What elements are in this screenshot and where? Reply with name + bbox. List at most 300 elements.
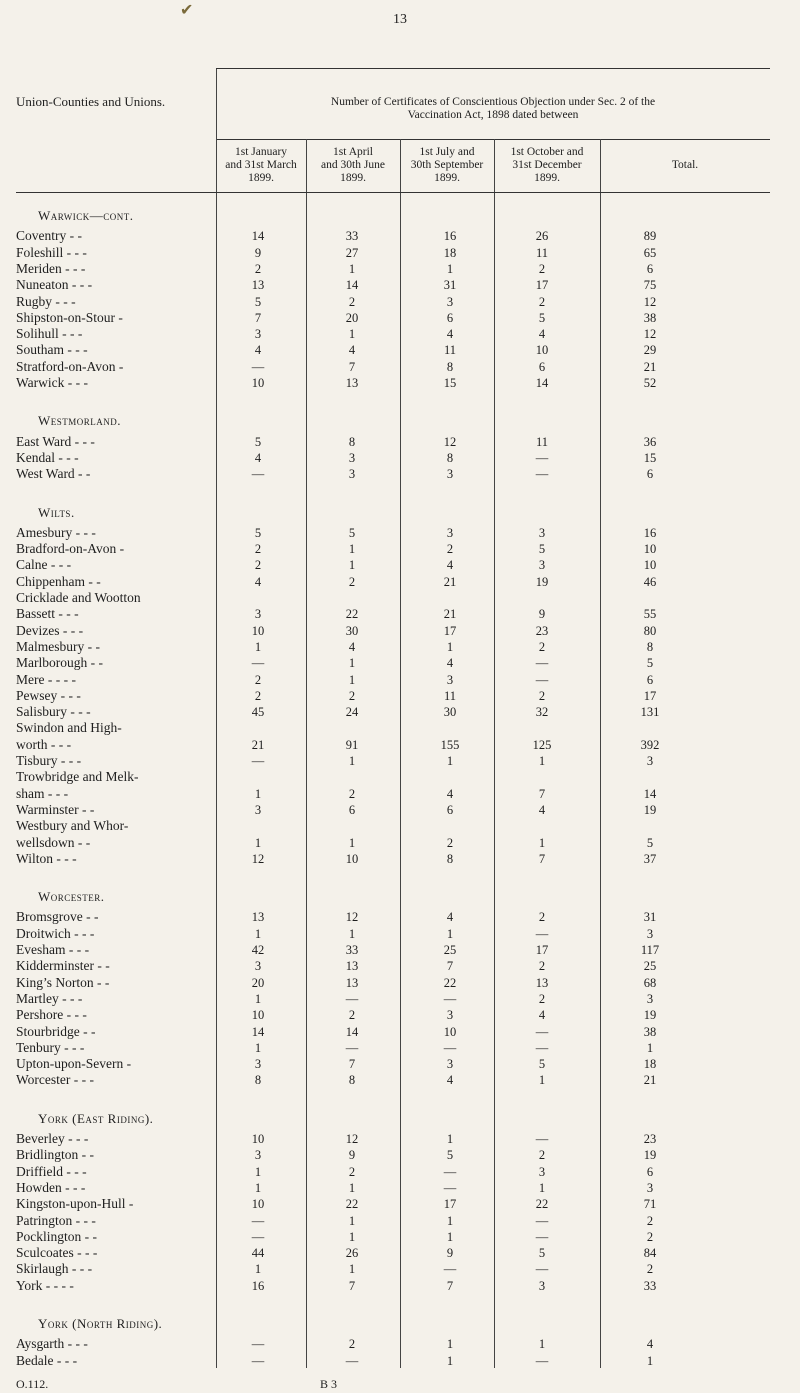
count-cell: 8 [446,450,454,465]
count-cell: 6 [446,802,454,817]
count-cell: — [443,991,457,1006]
footer-code: O.112. [16,1377,49,1391]
total-cell: 31 [643,910,657,925]
table-row [0,434,800,450]
count-cell: 11 [443,343,457,358]
total-cell: 80 [643,623,657,638]
union-name: Pocklington - - [16,1228,97,1244]
count-cell: 10 [443,1024,457,1039]
count-cell: 1 [538,1180,546,1195]
count-cell: 2 [254,688,262,703]
count-cell: 5 [254,525,262,540]
count-cell: 3 [446,294,454,309]
count-cell: 31 [443,278,457,293]
union-name: Stourbridge - - [16,1023,96,1039]
union-name: Solihull - - - [16,326,83,342]
table-row [0,737,800,753]
count-cell: 1 [254,1262,262,1277]
count-cell: 20 [345,310,359,325]
union-name: Pewsey - - - [16,687,81,703]
total-cell: 5 [646,656,654,671]
count-cell: 13 [251,910,265,925]
count-cell: 5 [348,525,356,540]
union-name: Aysgarth - - - [16,1336,88,1352]
total-cell: 12 [643,294,657,309]
count-cell: — [443,1164,457,1179]
total-cell: 37 [643,851,657,866]
union-name: Kidderminster - - [16,958,110,974]
section-title: Wilts. [38,504,75,520]
total-cell: 8 [646,639,654,654]
count-cell: 2 [254,542,262,557]
count-cell: 7 [348,1057,356,1072]
table-row [0,1353,800,1369]
table-row [0,1007,800,1023]
count-cell: 1 [254,1180,262,1195]
spanning-title-line2: Vaccination Act, 1898 dated between [407,109,579,121]
count-cell: 2 [538,910,546,925]
table-row [0,261,800,277]
section-title: Westmorland. [38,413,122,429]
table-row [0,557,800,573]
count-cell: — [535,1024,549,1039]
count-cell: 14 [251,229,265,244]
count-cell: 2 [348,294,356,309]
count-cell: 1 [254,1164,262,1179]
total-cell: 6 [646,1164,654,1179]
union-name: Rugby - - - [16,293,76,309]
table-row [0,326,800,342]
count-cell: 14 [251,1024,265,1039]
col4-header: 1st October and 31st December 1899. [510,146,584,184]
table-row [0,958,800,974]
total-cell: 84 [643,1246,657,1261]
count-cell: 3 [446,467,454,482]
count-cell: 27 [345,245,359,260]
total-cell: 14 [643,786,657,801]
col5-header: Total. [671,159,699,171]
count-cell: 4 [254,574,262,589]
table-row [0,1040,800,1056]
count-cell: 3 [446,1057,454,1072]
table-row [0,1245,800,1261]
total-cell: 38 [643,1024,657,1039]
section-title: York (North Riding). [38,1316,163,1331]
count-cell: 8 [446,359,454,374]
count-cell: 4 [446,327,454,342]
table-row [0,359,800,375]
count-cell: 2 [348,1164,356,1179]
count-cell: 1 [348,558,356,573]
total-cell: 117 [640,943,660,957]
count-cell: 19 [535,574,549,589]
count-cell: — [535,1353,549,1368]
count-cell: 7 [538,786,546,801]
count-cell: — [535,450,549,465]
count-cell: 5 [538,1057,546,1072]
table-row [0,909,800,925]
total-cell: 16 [643,525,657,540]
count-cell: 3 [538,1164,546,1179]
count-cell: 6 [446,310,454,325]
union-name: Foleshill - - - [16,244,87,260]
union-name: Devizes - - - [16,622,84,638]
total-cell: 15 [643,450,657,465]
union-name: Driffield - - - [16,1163,87,1179]
count-cell: 3 [446,525,454,540]
count-cell: 2 [538,688,546,703]
count-cell: 14 [345,1024,359,1039]
count-cell: — [251,656,265,671]
union-name: Mere - - - - [16,671,76,687]
count-cell: 22 [345,1197,359,1212]
count-cell: 25 [443,943,457,957]
col1-header: 1st January and 31st March 1899. [225,146,297,184]
count-cell: 1 [446,754,454,768]
count-cell: 7 [538,851,546,866]
table-row [0,1180,800,1196]
union-name: Marlborough - - [16,655,103,671]
count-cell: 12 [251,851,265,866]
count-cell: 2 [538,991,546,1006]
count-cell: — [535,1262,549,1277]
total-cell: 19 [643,1148,657,1163]
count-cell: 20 [251,975,265,990]
table-row [0,655,800,671]
count-cell: — [345,991,359,1006]
section-title: Worcester. [38,889,105,905]
union-name: Pershore - - - [16,1007,87,1023]
total-cell: 6 [646,261,654,276]
count-cell: 13 [345,376,359,390]
total-cell: 4 [646,1337,654,1352]
count-cell: 3 [446,1008,454,1023]
total-cell: 1 [646,1040,654,1055]
total-cell: 18 [643,1057,657,1072]
count-cell: 3 [254,802,262,817]
count-cell: 17 [535,278,549,293]
table-row [0,1196,800,1212]
table-row [0,769,800,785]
header-rule [216,68,770,69]
total-cell: 25 [643,959,657,974]
union-name: Amesbury - - - [16,524,96,540]
table-row [0,294,800,310]
union-name: Bassett - - - [16,606,79,622]
total-cell: 36 [643,434,657,449]
count-cell: 4 [348,639,356,654]
total-cell: 55 [643,607,657,622]
count-cell: 2 [348,1337,356,1352]
count-cell: 4 [538,327,546,342]
union-name: Bridlington - - [16,1147,94,1163]
count-cell: 10 [251,623,265,638]
count-cell: — [251,1337,265,1352]
count-cell: 7 [254,310,262,325]
total-cell: 3 [646,1180,654,1195]
count-cell: 11 [535,245,549,260]
union-name: Bradford-on-Avon - [16,541,125,557]
count-cell: 10 [251,1132,265,1146]
count-cell: 4 [348,343,356,358]
count-cell: 9 [254,245,262,260]
count-cell: — [251,754,265,768]
count-cell: 3 [446,672,454,687]
table-row [0,991,800,1007]
count-cell: 22 [443,975,457,990]
total-cell: 2 [646,1229,654,1244]
union-name: West Ward - - [16,466,91,482]
table-row [0,1278,800,1294]
count-cell: 1 [348,672,356,687]
count-cell: 32 [535,705,549,720]
union-name: Kingston-upon-Hull - [16,1196,134,1212]
count-cell: 1 [446,1229,454,1244]
table-row [0,1131,800,1147]
total-cell: 23 [643,1132,657,1146]
count-cell: 8 [348,1073,356,1088]
count-cell: 1 [348,926,356,941]
table-row [0,1024,800,1040]
count-cell: — [345,1353,359,1368]
count-cell: 11 [443,688,457,703]
union-name: Skirlaugh - - - [16,1261,93,1277]
header-bottom-rule [16,192,770,193]
count-cell: 3 [254,327,262,342]
count-cell: 12 [345,910,359,925]
count-cell: 3 [538,558,546,573]
count-cell: — [535,1229,549,1244]
count-cell: 4 [254,343,262,358]
count-cell: 14 [345,278,359,293]
count-cell: 2 [254,558,262,573]
count-cell: 1 [348,1213,356,1228]
total-cell: 38 [643,310,657,325]
count-cell: 26 [535,229,549,244]
union-name: York - - - - [16,1277,74,1293]
spanning-header [226,96,760,122]
union-name: Tenbury - - - [16,1039,85,1055]
union-name: Tisbury - - - [16,753,82,768]
count-cell: — [535,1040,549,1055]
count-cell: 42 [251,943,265,957]
count-cell: 1 [348,656,356,671]
table-row [0,672,800,688]
count-cell: 15 [443,376,457,390]
count-cell: 1 [446,1353,454,1368]
count-cell: 33 [345,943,359,957]
count-cell: 26 [345,1246,359,1261]
total-cell: 21 [643,1073,657,1088]
count-cell: 4 [538,802,546,817]
count-cell: 2 [446,542,454,557]
total-cell: 3 [646,991,654,1006]
count-cell: 3 [348,450,356,465]
count-cell: 1 [348,835,356,850]
table-row [0,466,800,482]
table-row [0,1213,800,1229]
union-name: Evesham - - - [16,942,90,957]
count-cell: 13 [345,959,359,974]
total-cell: 1 [646,1353,654,1368]
count-cell: 10 [251,1197,265,1212]
table-row [0,541,800,557]
count-cell: 4 [446,910,454,925]
count-cell: — [251,1229,265,1244]
table-row [0,525,800,541]
count-cell: 1 [446,639,454,654]
union-name: Nuneaton - - - [16,277,93,293]
count-cell: 10 [251,1008,265,1023]
count-cell: 5 [538,542,546,557]
count-cell: 1 [254,639,262,654]
total-cell: 10 [643,542,657,557]
table-row [0,1164,800,1180]
union-name: Southam - - - [16,342,88,358]
count-cell: 1 [348,327,356,342]
count-cell: 7 [446,959,454,974]
union-name: Upton-upon-Severn - [16,1056,132,1072]
count-cell: — [345,1040,359,1055]
count-cell: 1 [254,835,262,850]
count-cell: — [251,1213,265,1228]
count-cell: 17 [443,1197,457,1212]
union-name: Howden - - - [16,1179,86,1195]
union-name: worth - - - [16,736,72,752]
total-cell: 2 [646,1213,654,1228]
margin-mark: ✔ [180,2,194,19]
table-row [0,228,800,244]
total-cell: 12 [643,327,657,342]
count-cell: — [535,672,549,687]
count-cell: 2 [446,835,454,850]
total-cell: 3 [646,926,654,941]
count-cell: 9 [348,1148,356,1163]
total-cell: 33 [643,1278,657,1293]
table-row [0,975,800,991]
table-row [0,818,800,834]
union-name: Sculcoates - - - [16,1245,98,1261]
table-row [0,310,800,326]
count-cell: 1 [538,754,546,768]
count-cell: 1 [446,1337,454,1352]
table-row [0,375,800,391]
table-row [0,1147,800,1163]
total-cell: 65 [643,245,657,260]
table-row [0,1056,800,1072]
union-name: Stratford-on-Avon - [16,358,124,374]
table-row [0,342,800,358]
count-cell: 2 [254,672,262,687]
union-name: Trowbridge and Melk- [16,769,139,785]
total-cell: 89 [643,229,657,244]
count-cell: — [535,656,549,671]
count-cell: 8 [348,434,356,449]
count-cell: 30 [345,623,359,638]
union-name: Kendal - - - [16,449,79,465]
union-name: Wilton - - - [16,850,77,866]
count-cell: 9 [446,1246,454,1261]
count-cell: 1 [254,1040,262,1055]
total-cell: 21 [643,359,657,374]
count-cell: — [443,1262,457,1277]
count-cell: 1 [538,835,546,850]
count-cell: 5 [538,310,546,325]
count-cell: 1 [348,1180,356,1195]
col3-header: 1st July and 30th September 1899. [410,146,484,184]
table-row [0,574,800,590]
count-cell: 6 [538,359,546,374]
count-cell: 3 [254,959,262,974]
section-title: Warwick—cont. [38,208,134,223]
count-cell: 1 [538,1337,546,1352]
count-cell: — [535,467,549,482]
count-cell: 1 [446,261,454,276]
union-name: Warminster - - [16,801,95,817]
section-title: York (East Riding). [38,1110,154,1126]
total-cell: 10 [643,558,657,573]
union-name: Martley - - - [16,990,83,1006]
union-name: Salisbury - - - [16,704,91,720]
count-cell: 2 [348,786,356,801]
count-cell: 1 [254,786,262,801]
union-name: Shipston-on-Stour - [16,309,123,325]
row-label-header: Union-Counties and Unions. [16,94,166,109]
table-row [0,277,800,293]
table-row [0,851,800,867]
count-cell: 21 [443,607,457,622]
table-row [0,1336,800,1352]
union-name: King’s Norton - - [16,974,110,990]
total-cell: 3 [646,754,654,768]
count-cell: 22 [345,607,359,622]
count-cell: 16 [251,1278,265,1293]
count-cell: 22 [535,1197,549,1212]
table-row [0,1229,800,1245]
union-name: Droitwich - - - [16,925,95,941]
count-cell: 1 [348,542,356,557]
table-row [0,753,800,769]
count-cell: 17 [443,623,457,638]
union-name: wellsdown - - [16,834,91,850]
union-name: Bromsgrove - - [16,909,99,925]
count-cell: 5 [538,1246,546,1261]
count-cell: 4 [446,558,454,573]
count-cell: 17 [535,943,549,957]
union-name: Coventry - - [16,228,82,244]
count-cell: 1 [538,1073,546,1088]
count-cell: 91 [345,737,359,752]
count-cell: — [535,1213,549,1228]
total-cell: 52 [643,376,657,390]
union-name: Swindon and High- [16,720,122,736]
count-cell: 3 [254,607,262,622]
count-cell: 2 [538,261,546,276]
total-cell: 71 [643,1197,657,1212]
count-cell: 21 [251,737,265,752]
table-row [0,590,800,606]
count-cell: — [251,467,265,482]
table-row [0,802,800,818]
table-row [0,720,800,736]
union-name: Calne - - - [16,557,72,573]
count-cell: 5 [254,434,262,449]
total-cell: 6 [646,467,654,482]
total-cell: 392 [640,737,660,752]
count-cell: 9 [538,607,546,622]
table-row [0,704,800,720]
count-cell: 155 [440,737,460,752]
